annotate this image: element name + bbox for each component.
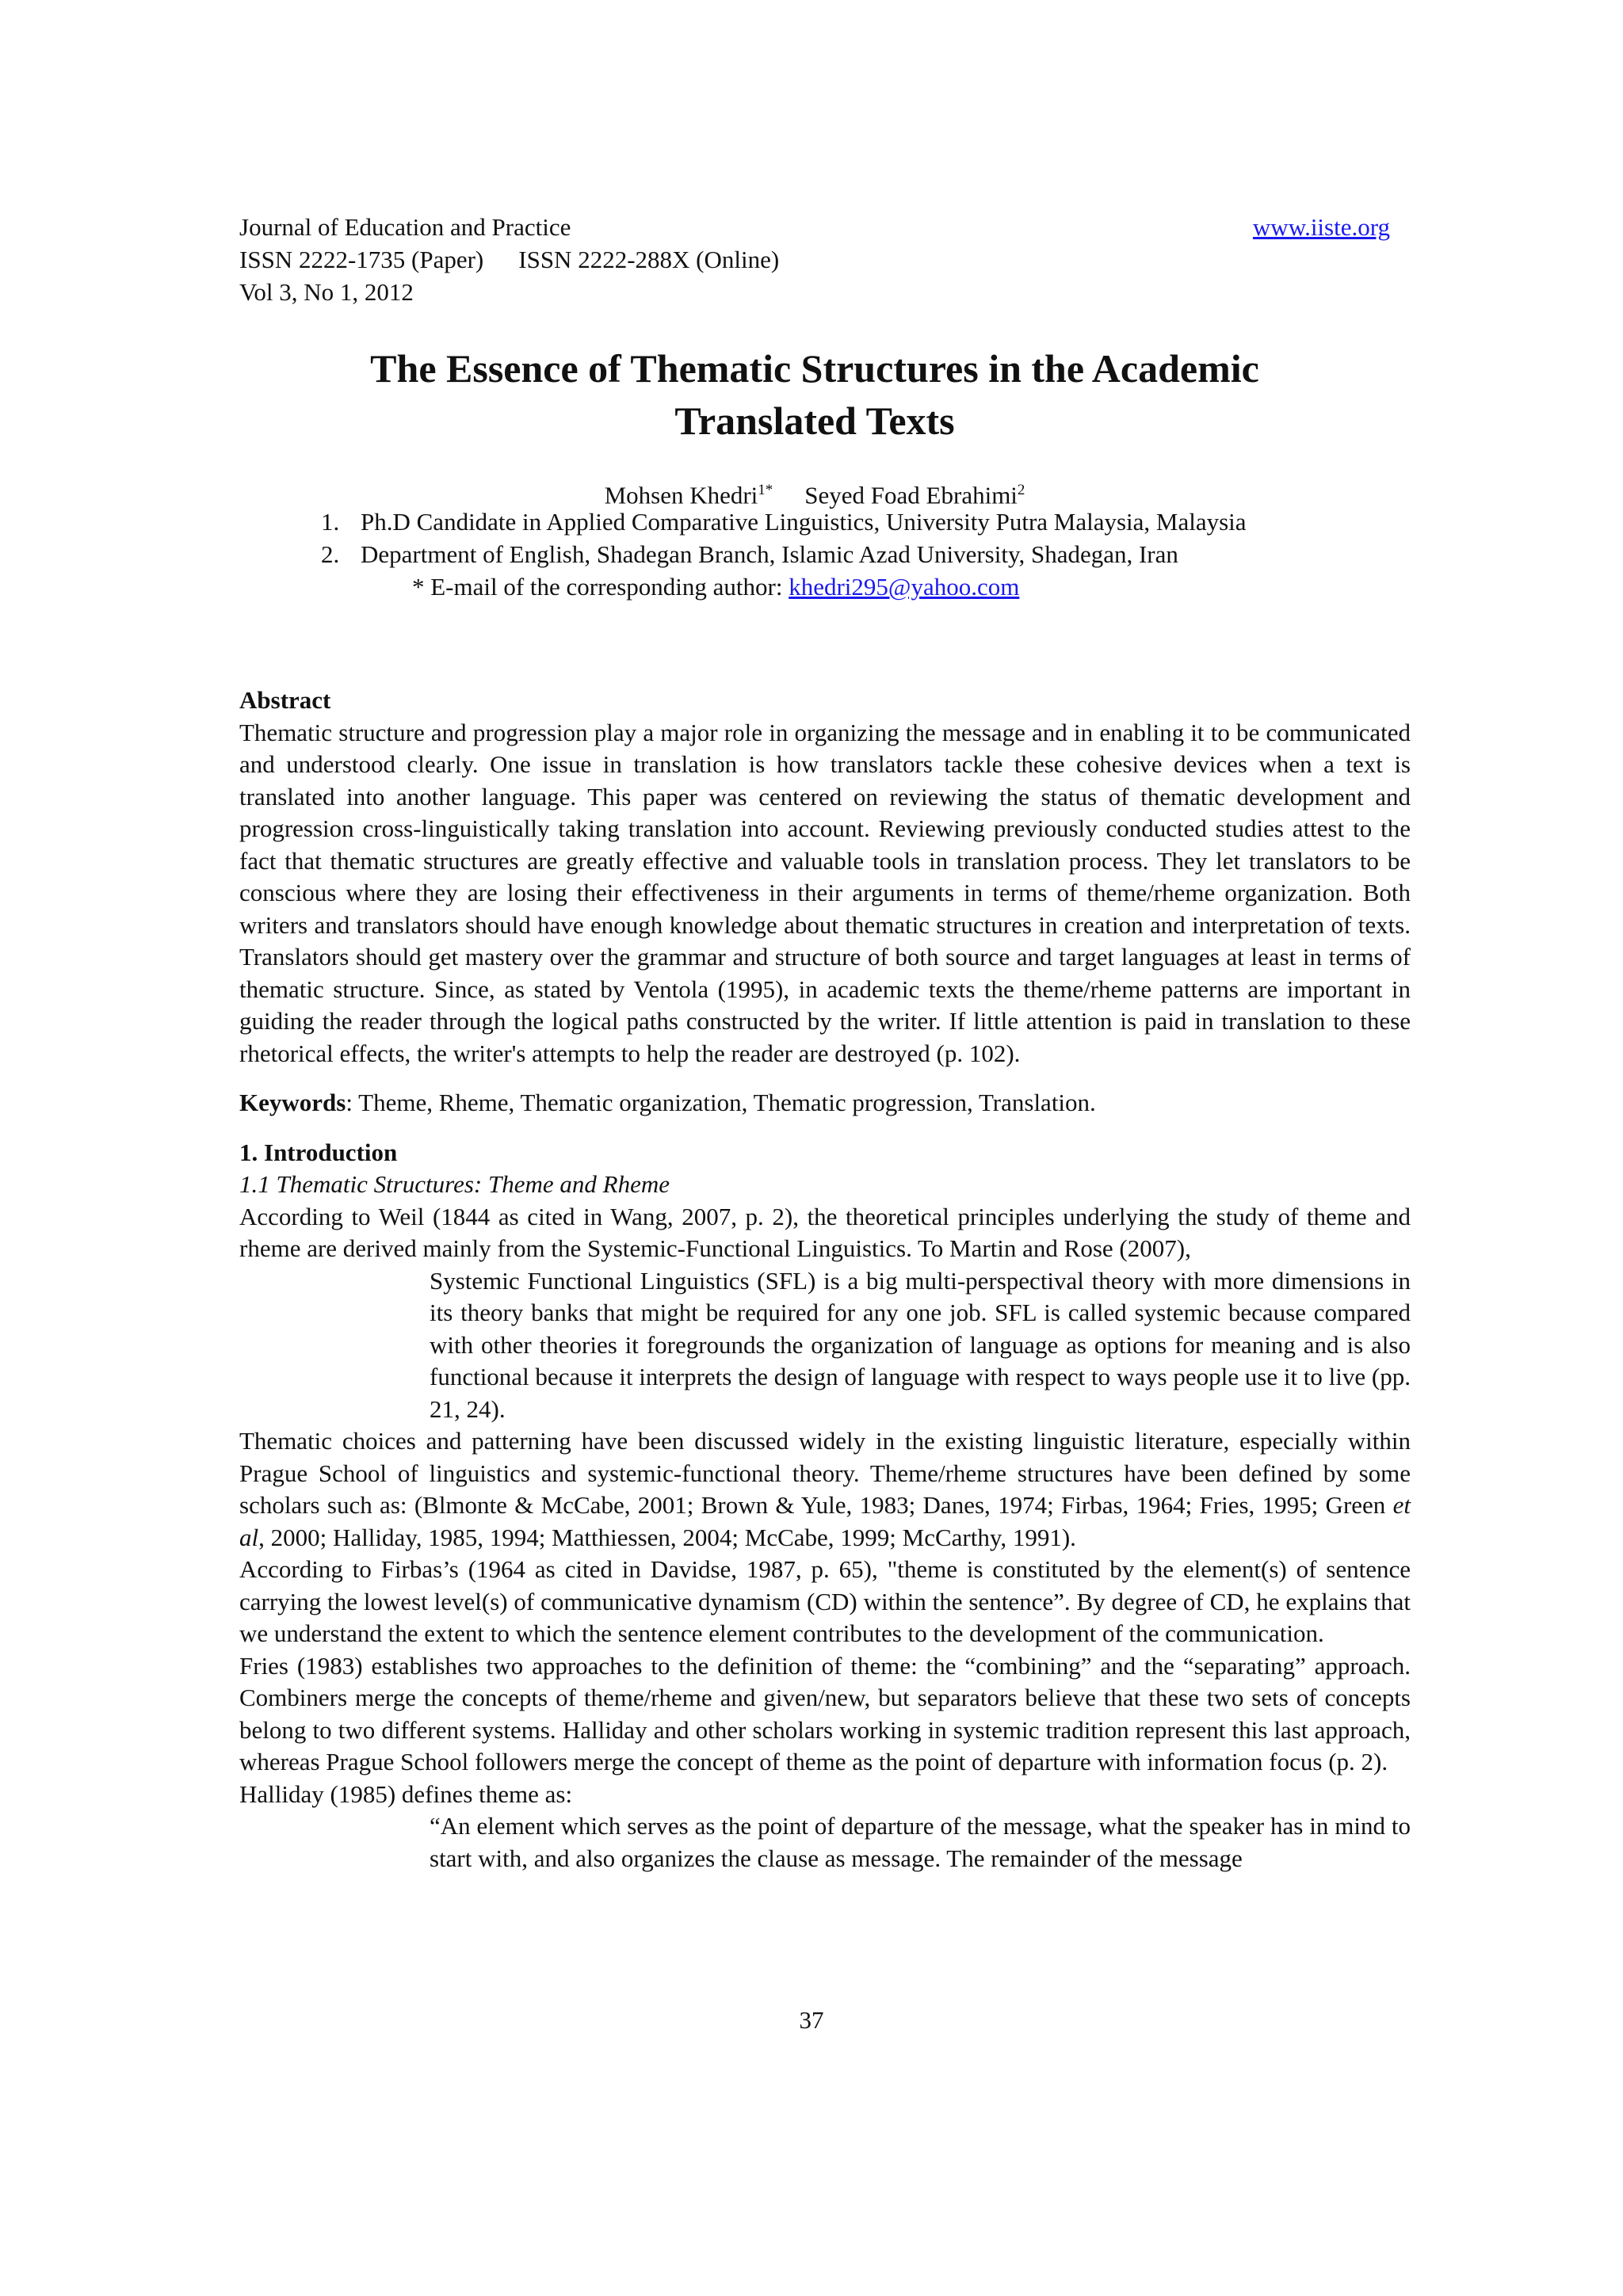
- volume-info: Vol 3, No 1, 2012: [239, 278, 414, 306]
- journal-website-link[interactable]: www.iiste.org: [1252, 213, 1390, 241]
- page-number: 37: [799, 2006, 824, 2034]
- affiliation-number: 1.: [321, 508, 340, 536]
- affiliation-item: [321, 505, 1446, 538]
- corresponding-email: [321, 570, 1446, 603]
- author-name: Seyed Foad Ebrahimi: [804, 481, 1018, 509]
- author-name: Mohsen Khedri: [604, 481, 758, 509]
- section-heading: 1. Introduction: [239, 1138, 398, 1166]
- affiliation-list: [321, 505, 1446, 603]
- title-line-1: The Essence of Thematic Structures in the Academic: [370, 346, 1259, 391]
- keywords-label: Keywords: [239, 1089, 346, 1116]
- affiliation-text: Department of English, Shadegan Branch, Islamic Azad University, Shadegan, Iran: [361, 540, 1178, 568]
- paragraph: Thematic choices and patterning have been discussed widely in the existing linguistic literature, especially within Prague School of linguistics and systemic-functional theory. Theme/rheme structures have been defined by some scholars such as: (Blmonte & McCabe, 2001; Brown & Yule, 1983; Danes, 1974; Firbas, 1964; Fries, 1995; Green et al, 2000; Halliday, 1985, 1994; Matthiessen, 2004; McCabe, 1999; McCarthy, 1991).: [239, 1427, 1411, 1551]
- subsection-heading: 1.1 Thematic Structures: Theme and Rheme: [239, 1170, 670, 1198]
- paragraph: According to Firbas’s (1964 as cited in Davidse, 1987, p. 65), "theme is constituted by the element(s) of sentence carrying the lowest level(s) of communicative dynamism (CD) within the sentence”. By degree of CD, he explains that we understand the extent to which the sentence element contributes to the development of the communication.: [239, 1555, 1411, 1647]
- email-prefix: * E-mail of the corresponding author:: [412, 573, 789, 601]
- block-quote: Systemic Functional Linguistics (SFL) is a big multi-perspectival theory with more dimensions in its theory banks that might be required for any one job. SFL is called systemic because compared with other theories it foregrounds the organization of language as options for meaning and is also functional because it interprets the design of language with respect to ways people use it to live (pp. 21, 24).: [430, 1266, 1411, 1423]
- paper-title: [239, 342, 1390, 447]
- abstract-text: Thematic structure and progression play a major role in organizing the message and in enabling it to be communicated and understood clearly. One issue in translation is how translators tackle these cohesive devices when a text is translated into another language. This paper was centered on reviewing the status of thematic development and progression cross-linguistically taking translation into account. Reviewing previously conducted studies attest to the fact that thematic structures are greatly effective and valuable tools in translation process. They let translators to be conscious where they are losing their effectiveness in their arguments in terms of theme/rheme organization. Both writers and translators should have enough knowledge about thematic structures in creation and interpretation of texts. Translators should get mastery over the grammar and structure of both source and target languages at least in terms of thematic structure. Since, as stated by Ventola (1995), in academic texts the theme/rheme patterns are important in guiding the reader through the logical paths constructed by the writer. If little attention is paid in translation to these rhetorical effects, the writer's attempts to help the reader are destroyed (p. 102).: [239, 718, 1411, 1067]
- issn-line: [239, 243, 1390, 276]
- paper-body: [239, 685, 1411, 1875]
- keywords-text: : Theme, Rheme, Thematic organization, Thematic progression, Translation.: [346, 1089, 1096, 1116]
- author-affiliation-mark: 2: [1017, 482, 1025, 498]
- paragraph: Fries (1983) establishes two approaches to the definition of theme: the “combining” and the “separating” approach. Combiners merge the concepts of theme/rheme and given/new, but separators believe that these two sets of concepts belong to two different systems. Halliday and other scholars working in systemic tradition represent this last approach, whereas Prague School followers merge the concept of theme as the point of departure with information focus (p. 2).: [239, 1651, 1411, 1775]
- abstract-heading: Abstract: [239, 686, 331, 714]
- email-link[interactable]: khedri295@yahoo.com: [789, 573, 1020, 601]
- paragraph: Halliday (1985) defines theme as:: [239, 1779, 573, 1808]
- issn-online: ISSN 2222-288X (Online): [518, 246, 780, 273]
- issn-paper: ISSN 2222-1735 (Paper): [239, 246, 484, 273]
- paragraph: According to Weil (1844 as cited in Wang, 2007, p. 2), the theoretical principles underlying the study of theme and rheme are derived mainly from the Systemic-Functional Linguistics. To Martin and Rose (2007),: [239, 1202, 1411, 1262]
- block-quote: “An element which serves as the point of departure of the message, what the speaker has in mind to start with, and also organizes the clause as message. The remainder of the message: [430, 1812, 1411, 1872]
- keywords: [239, 1087, 1411, 1119]
- journal-name: Journal of Education and Practice: [239, 213, 571, 241]
- affiliation-item: [321, 538, 1446, 570]
- author-affiliation-mark: 1*: [758, 482, 773, 498]
- affiliation-number: 2.: [321, 540, 340, 568]
- affiliation-text: Ph.D Candidate in Applied Comparative Linguistics, University Putra Malaysia, Malaysia: [361, 508, 1247, 536]
- title-line-2: Translated Texts: [674, 399, 955, 443]
- journal-header: [239, 211, 1390, 308]
